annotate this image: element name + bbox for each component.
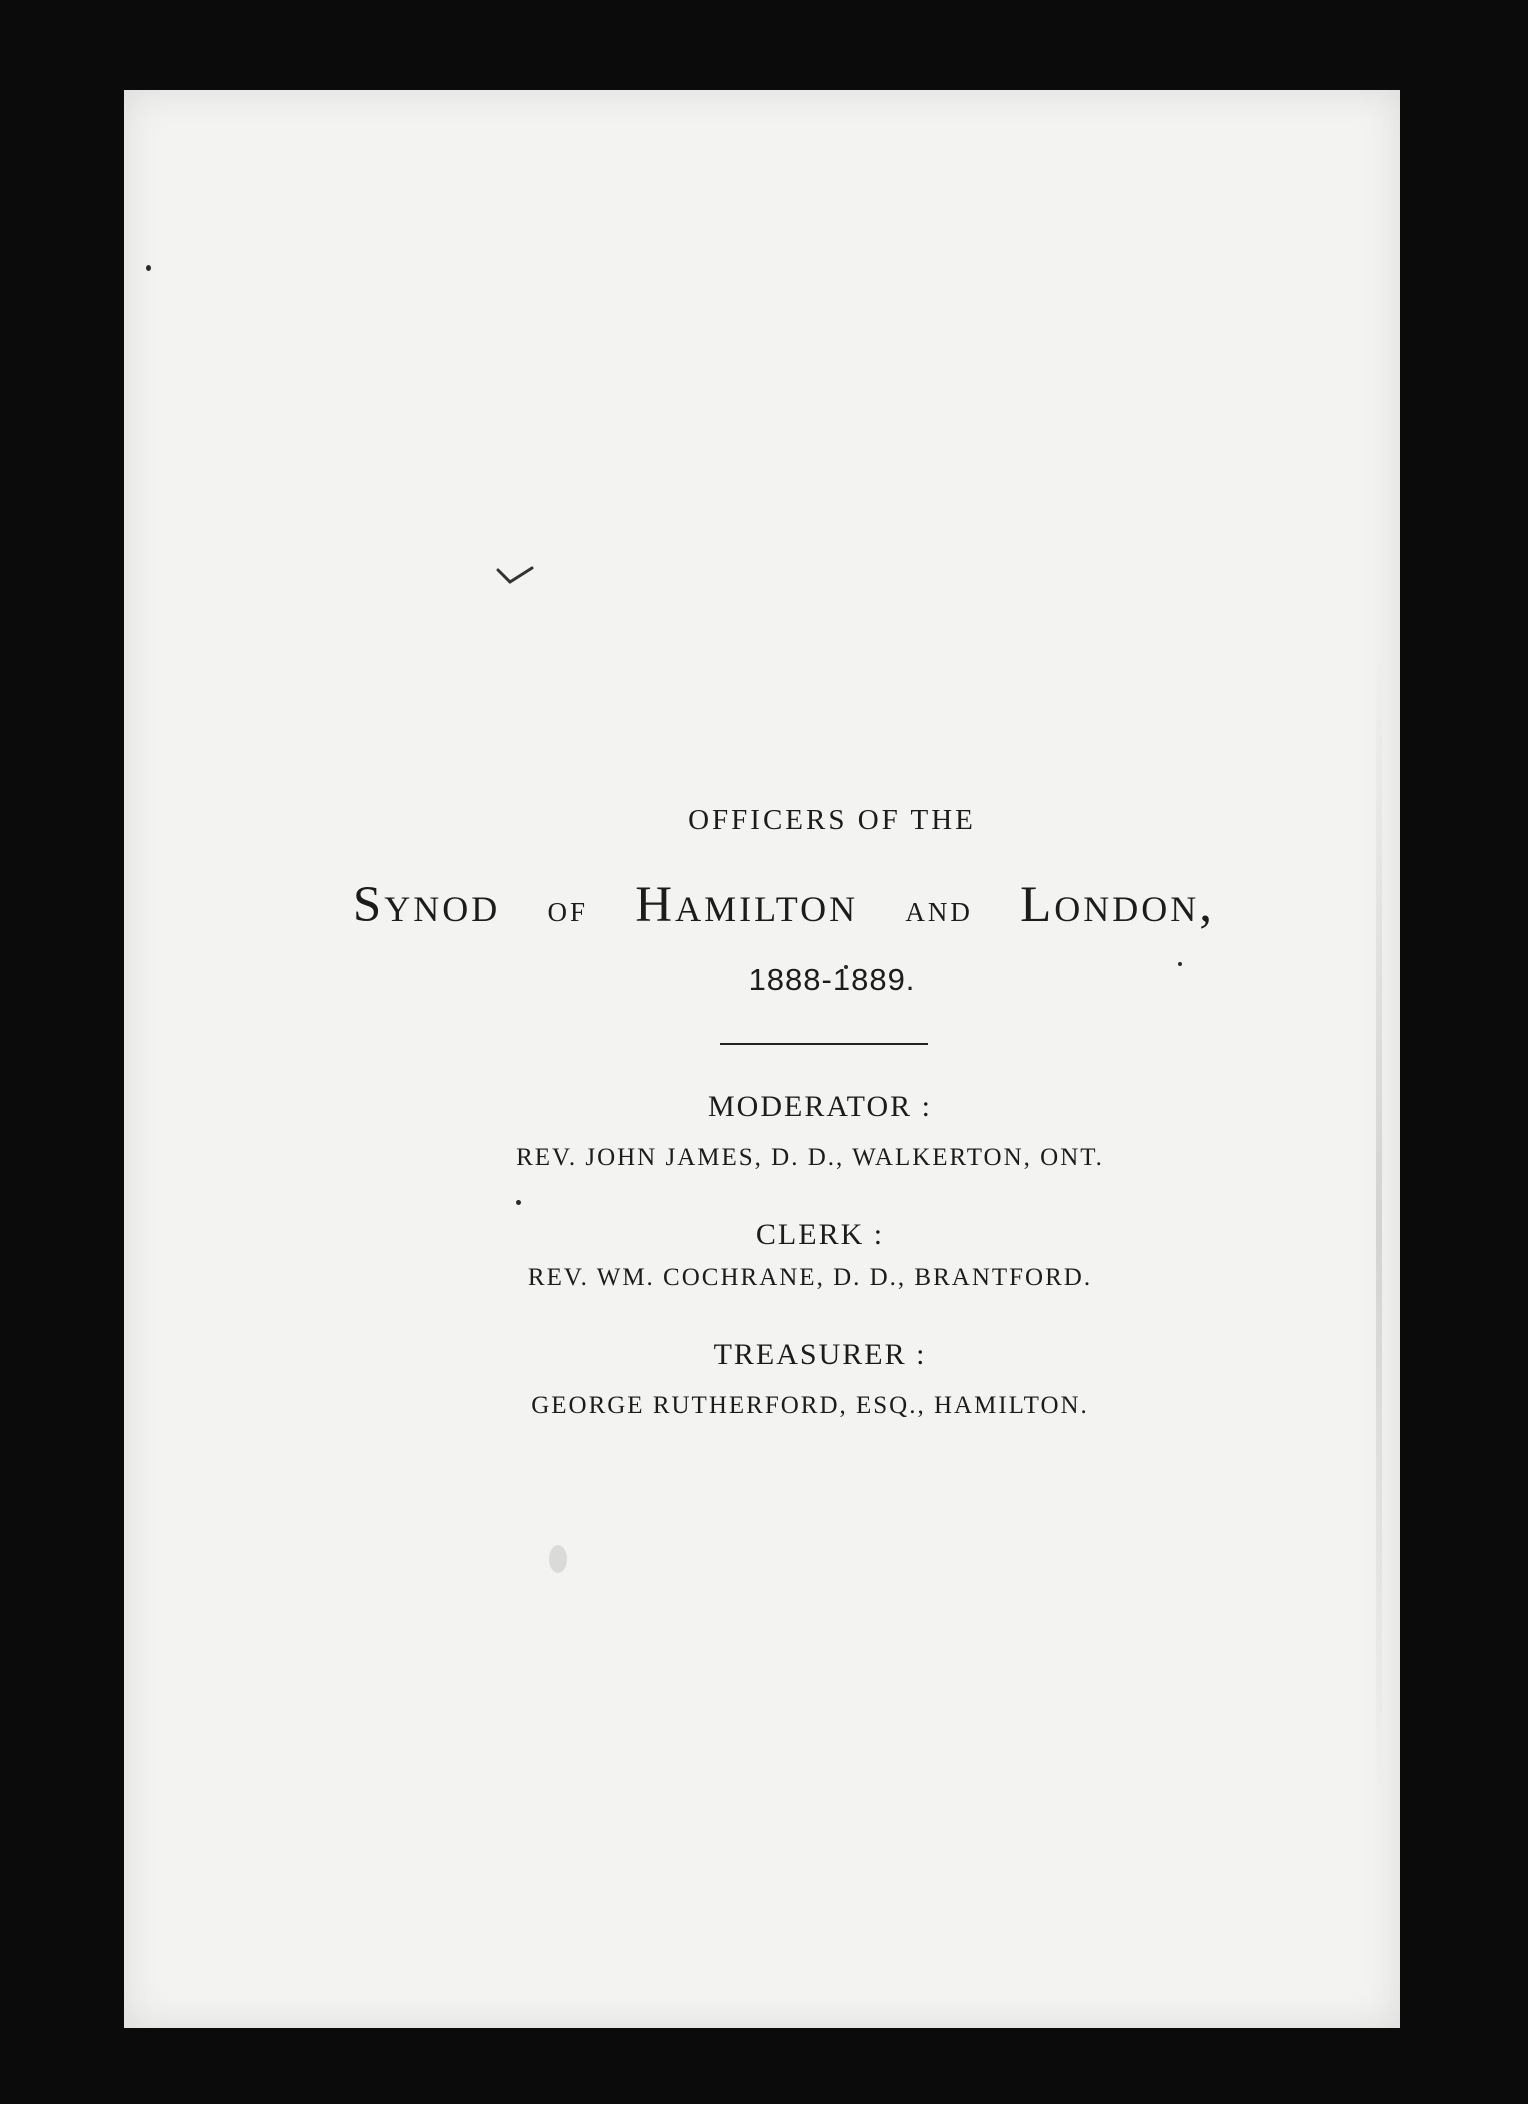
ink-speck (516, 1200, 521, 1205)
officer-role: CLERK : (755, 1218, 885, 1251)
document-years: 1888-1889. (748, 962, 916, 997)
ink-speck (549, 1545, 567, 1573)
officer-name: REV. JOHN JAMES, D. D., WALKERTON, ONT. (516, 1144, 1104, 1171)
title-word: Hamilton (635, 877, 859, 933)
document-heading: OFFICERS OF THE (688, 804, 976, 836)
officer-name: REV. WM. COCHRANE, D. D., BRANTFORD. (527, 1264, 1093, 1291)
title-word: and (905, 888, 973, 930)
document-page (124, 90, 1400, 2028)
title-word: London, (1020, 877, 1216, 933)
ink-speck (146, 265, 151, 271)
title-word: Synod (352, 877, 501, 933)
officer-role: MODERATOR : (708, 1090, 932, 1123)
pencil-check-mark (496, 564, 536, 591)
officer-name: GEORGE RUTHERFORD, ESQ., HAMILTON. (531, 1392, 1089, 1419)
title-word: of (547, 888, 589, 930)
officer-role: TREASURER : (713, 1338, 927, 1371)
document-title (146, 876, 1400, 934)
divider-rule (720, 1043, 928, 1045)
